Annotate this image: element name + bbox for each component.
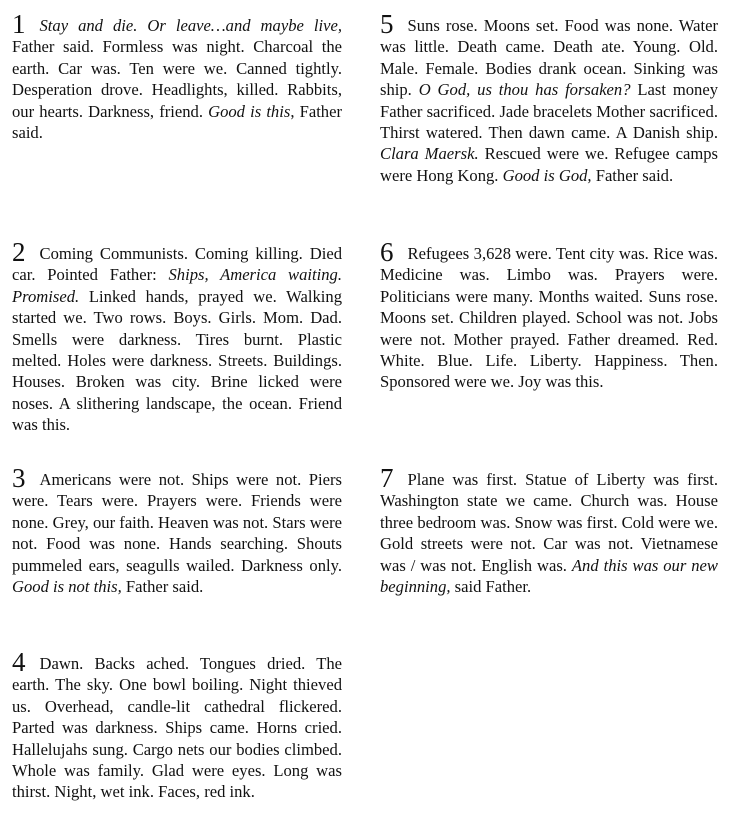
italic-text: Clara Maersk. (380, 144, 479, 164)
section-number: 3 (12, 463, 26, 493)
body-text: Last money Father sacrificed. Jade bracelets Mother sacrificed. Thirst watered. Then dawn came. A Danish ship. (380, 80, 718, 143)
section-number: 7 (380, 463, 394, 493)
poem-section-1 (12, 9, 342, 143)
poem-section-7 (380, 463, 718, 597)
italic-text: O God, us thou has forsaken? (418, 80, 631, 100)
italic-text: And this was our new beginning, (380, 555, 718, 597)
body-text: Rescued were we. Refugee camps were Hong Kong. (380, 144, 719, 185)
poem-section-4 (12, 647, 342, 803)
body-text: Father said. Formless was night. Charcoal the earth. Car was. Ten were we. Canned tightly. Desperation drove. Headlights, killed. Rabbits, our hearts. Darkness, friend. (12, 37, 342, 121)
section-number: 1 (12, 9, 26, 39)
section-number: 6 (380, 237, 394, 267)
body-text: Dawn. Backs ached. Tongues dried. The earth. The sky. One bowl boiling. Night thieved us. Overhead, candle-lit cathedral flickered. Parted was darkness. Ships came. Horns cried. Hallelujahs sung. Cargo nets our bodies climbed. Whole was family. Glad were eyes. Long was thirst. Night, wet ink. Faces, red ink. (12, 654, 342, 802)
body-text: Plane was first. Statue of Liberty was first. Washington state we came. Church was. House three bedroom was. Snow was first. Cold were we. Gold streets were not. Car was not. Vietnamese was / was not. English was. (380, 470, 718, 575)
body-text: , Father said. (12, 101, 342, 143)
italic-text: Good is not this, (12, 577, 122, 597)
poem-section-2 (12, 237, 342, 436)
body-text: Coming Communists. Coming killing. Died car. Pointed Father: (12, 244, 342, 285)
body-text: Refugees 3,628 were. Tent city was. Rice was. Medicine was. Limbo was. Prayers were. Politicians were many. Months waited. Suns rose. Moons set. Children played. School was not. Jobs were not. Mother prayed. Father dreamed. Red. White. Blue. Life. Liberty. Happiness. Then. Sponsored were we. Joy was this. (380, 244, 718, 392)
body-text: Linked hands, prayed we. Walking started we. Two rows. Boys. Girls. Mom. Dad. Smells were darkness. Tires burnt. Plastic melted. Holes were darkness. Streets. Buildings. Houses. Broken was city. Brine licked were noses. A slithering landscape, the ocean. Friend was this. (12, 286, 342, 435)
body-text: Father said. (121, 577, 204, 597)
section-number: 4 (12, 647, 26, 677)
poem-section-5 (380, 9, 719, 186)
body-text: Suns rose. Moons set. Food was none. Water was little. Death came. Death ate. Young. Old. Male. Female. Bodies drank ocean. Sinking was ship. (380, 16, 718, 100)
poem-section-6 (380, 237, 718, 393)
poem-section-3 (12, 463, 342, 597)
section-number: 5 (380, 9, 394, 39)
body-text: said Father. (450, 577, 532, 597)
body-text: Father said. (591, 165, 674, 185)
section-number: 2 (12, 237, 26, 267)
italic-text: Ships, America waiting. Promised. (12, 265, 342, 306)
body-text: Americans were not. Ships were not. Piers were. Tears were. Prayers were. Friends were none. Grey, our faith. Heaven was not. Stars were not. Food was none. Hands searching. Shouts pummeled ears, seagulls wailed. Darkness only. (12, 470, 342, 575)
italic-text: Good is this (208, 101, 291, 121)
italic-text: Good is God, (502, 165, 592, 185)
italic-text: Stay and die. Or leave…and maybe live, (39, 16, 342, 35)
